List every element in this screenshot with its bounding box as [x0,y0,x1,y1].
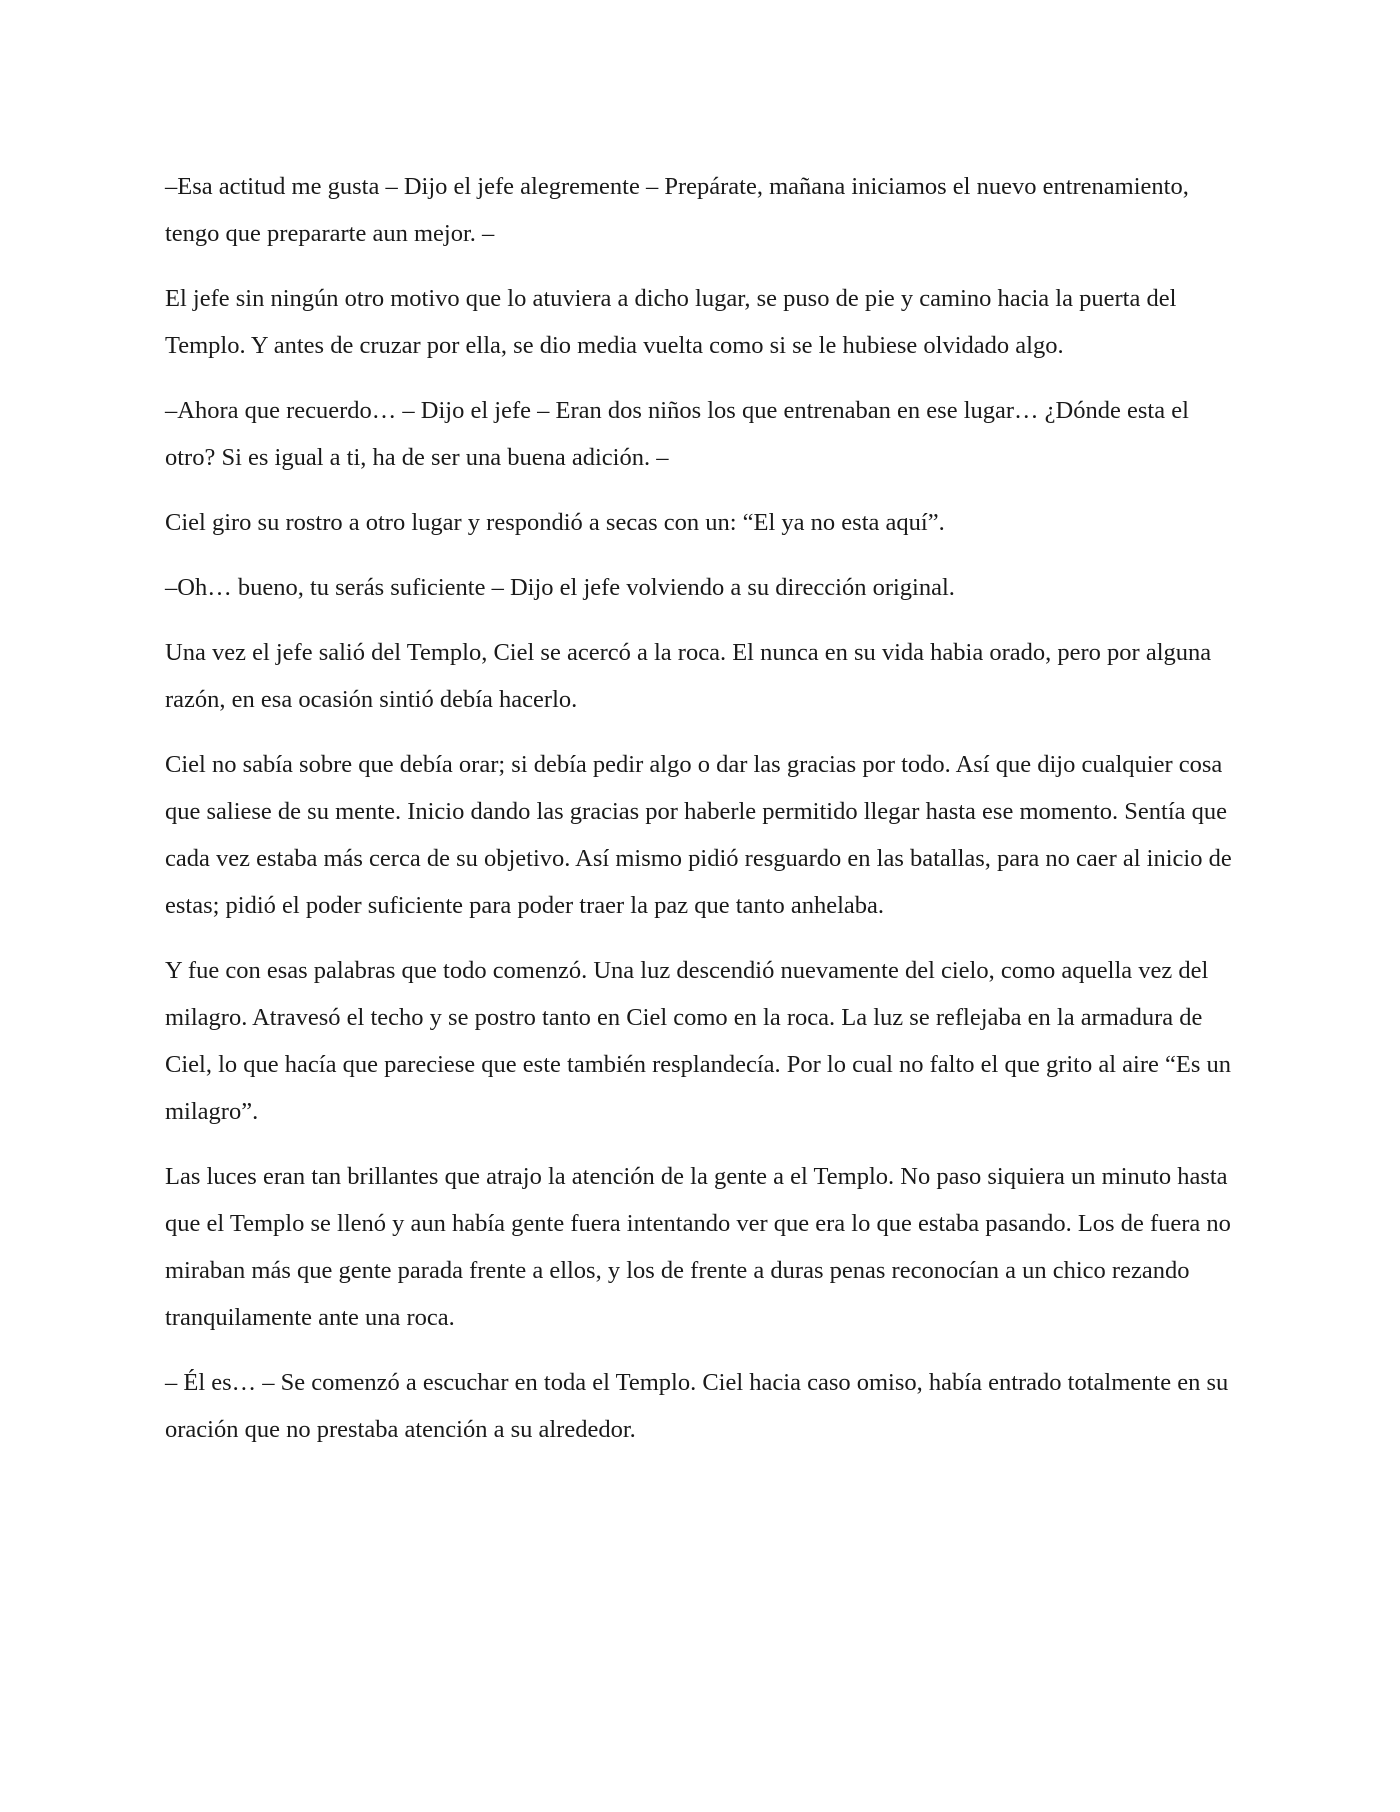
paragraph-7: Ciel no sabía sobre que debía orar; si debía pedir algo o dar las gracias por todo. Así que dijo cualquier cosa que saliese de su mente. Inicio dando las gracias por haberle permitido llegar hasta ese momento. Sentía que cada vez estaba más cerca de su objetivo. Así mismo pidió resguardo en las batallas, para no caer al inicio de estas; pidió el poder suficiente para poder traer la paz que tanto anhelaba. [165,751,1232,919]
paragraph-4: Ciel giro su rostro a otro lugar y respondió a secas con un: “El ya no esta aquí”. [165,509,945,536]
body-text [165,163,1240,1471]
paragraph-2: El jefe sin ningún otro motivo que lo atuviera a dicho lugar, se puso de pie y camino hacia la puerta del Templo. Y antes de cruzar por ella, se dio media vuelta como si se le hubiese olvidado algo. [165,285,1177,359]
paragraph-9: Las luces eran tan brillantes que atrajo la atención de la gente a el Templo. No paso siquiera un minuto hasta que el Templo se llenó y aun había gente fuera intentando ver que era lo que estaba pasando. Los de fuera no miraban más que gente parada frente a ellos, y los de frente a duras penas reconocían a un chico rezando tranquilamente ante una roca. [165,1163,1231,1331]
paragraph-1: –Esa actitud me gusta – Dijo el jefe alegremente – Prepárate, mañana iniciamos el nuevo entrenamiento, tengo que prepararte aun mejor. – [165,173,1189,247]
paragraph-8: Y fue con esas palabras que todo comenzó. Una luz descendió nuevamente del cielo, como aquella vez del milagro. Atravesó el techo y se postro tanto en Ciel como en la roca. La luz se reflejaba en la armadura de Ciel, lo que hacía que pareciese que este también resplandecía. Por lo cual no falto el que grito al aire “Es un milagro”. [165,957,1232,1125]
paragraph-5: –Oh… bueno, tu serás suficiente – Dijo el jefe volviendo a su dirección original. [165,574,955,601]
paragraph-10: – Él es… – Se comenzó a escuchar en toda el Templo. Ciel hacia caso omiso, había entrado totalmente en su oración que no prestaba atención a su alrededor. [165,1369,1229,1443]
paragraph-6: Una vez el jefe salió del Templo, Ciel se acercó a la roca. El nunca en su vida habia orado, pero por alguna razón, en esa ocasión sintió debía hacerlo. [165,639,1212,713]
paragraph-3: –Ahora que recuerdo… – Dijo el jefe – Eran dos niños los que entrenaban en ese lugar… ¿Dónde esta el otro? Si es igual a ti, ha de ser una buena adición. – [165,397,1189,471]
